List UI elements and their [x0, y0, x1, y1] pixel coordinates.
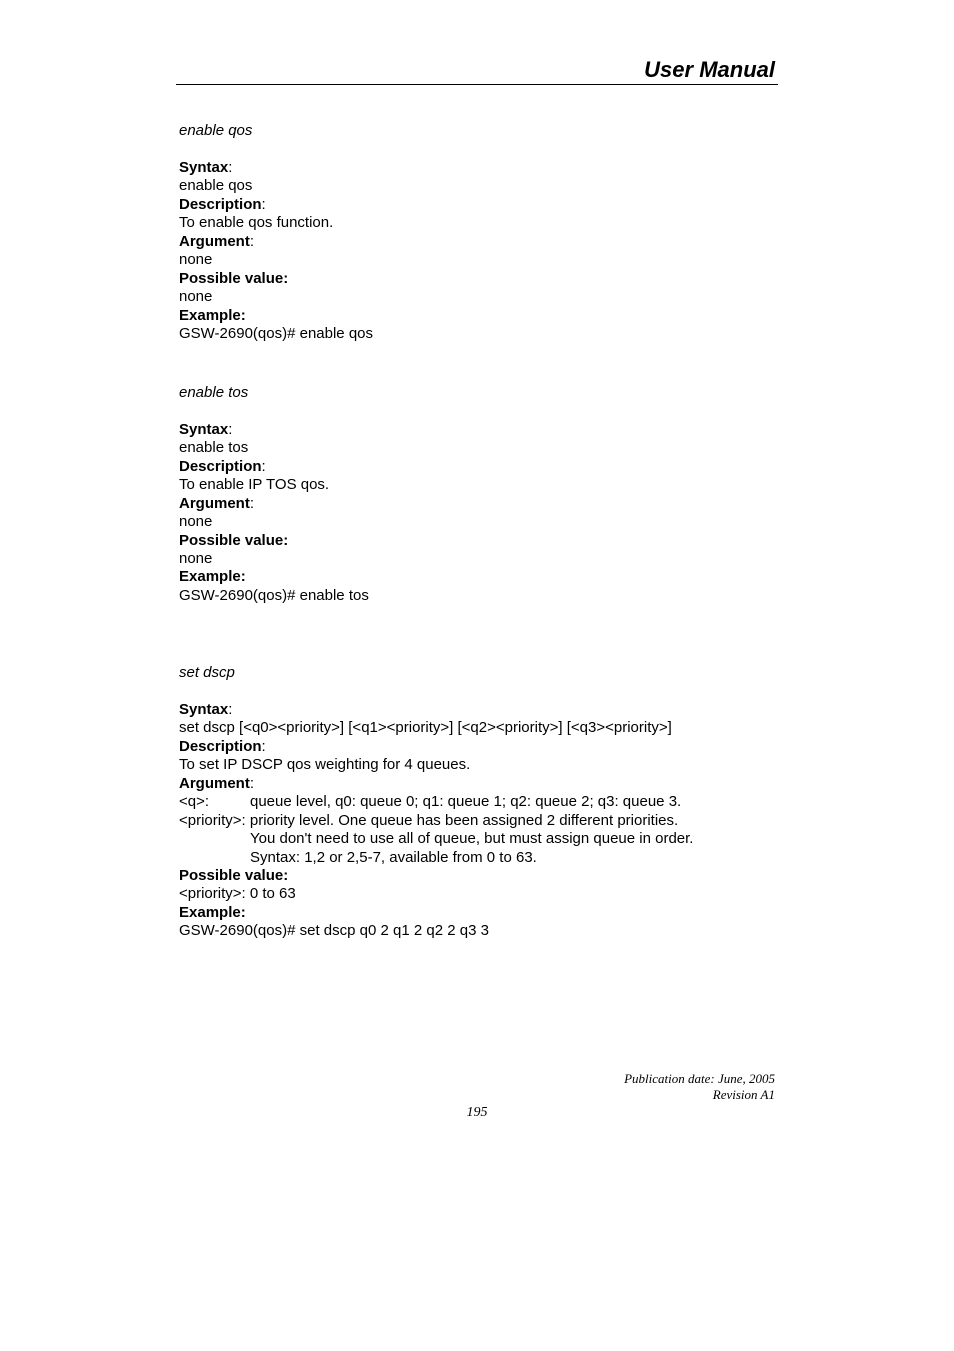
possible-value-text: <priority>: 0 to 63	[179, 885, 296, 902]
example-label: Example:	[179, 568, 246, 585]
description-text: To set IP DSCP qos weighting for 4 queues.	[179, 756, 471, 773]
possible-value-label: Possible value:	[179, 532, 289, 549]
label-colon: :	[261, 738, 266, 755]
label-colon: :	[249, 495, 255, 512]
argument-priority-continuation: Syntax: 1,2 or 2,5-7, available from 0 to 63.	[250, 849, 537, 866]
description-row	[179, 738, 266, 757]
label-colon: :	[228, 701, 233, 718]
argument-row	[179, 775, 254, 794]
argument-q-row	[179, 793, 681, 812]
possible-value-text: none	[179, 288, 213, 305]
label-colon: :	[228, 421, 233, 438]
example-text: GSW-2690(qos)# enable tos	[179, 587, 369, 604]
argument-priority-text: <priority>: priority level. One queue has been assigned 2 different priorities.	[179, 812, 679, 829]
syntax-text: enable tos	[179, 439, 249, 456]
description-text: To enable qos function.	[179, 214, 334, 231]
syntax-text: set dscp [<q0><priority>] [<q1><priority>] [<q2><priority>] [<q3><priority>]	[179, 719, 672, 736]
description-row	[179, 196, 266, 215]
description-text: To enable IP TOS qos.	[179, 476, 330, 493]
command-heading: enable qos	[179, 122, 253, 139]
syntax-label: Syntax	[179, 421, 229, 438]
syntax-text: enable qos	[179, 177, 253, 194]
example-label: Example:	[179, 904, 246, 921]
argument-text: none	[179, 251, 213, 268]
syntax-row	[179, 421, 232, 440]
argument-label: Argument	[179, 775, 250, 792]
label-colon: :	[249, 233, 255, 250]
argument-text: none	[179, 513, 213, 530]
possible-value-text: none	[179, 550, 213, 567]
argument-priority-continuation: You don't need to use all of queue, but must assign queue in order.	[250, 830, 694, 847]
example-text: GSW-2690(qos)# enable qos	[179, 325, 374, 342]
argument-q-text: queue level, q0: queue 0; q1: queue 1; q2: queue 2; q3: queue 3.	[250, 793, 682, 810]
label-colon: :	[261, 196, 266, 213]
argument-q-key: <q>:	[179, 793, 210, 810]
header-divider	[176, 84, 778, 85]
label-colon: :	[228, 159, 233, 176]
example-text: GSW-2690(qos)# set dscp q0 2 q1 2 q2 2 q3 3	[179, 922, 489, 939]
description-label: Description	[179, 738, 262, 755]
page-header-title: User Manual	[644, 57, 775, 82]
possible-value-label: Possible value:	[179, 270, 289, 287]
argument-label: Argument	[179, 233, 250, 250]
argument-label: Argument	[179, 495, 250, 512]
description-row	[179, 458, 266, 477]
description-label: Description	[179, 458, 262, 475]
label-colon: :	[261, 458, 266, 475]
syntax-row	[179, 159, 232, 178]
example-label: Example:	[179, 307, 246, 324]
revision-label: Revision A1	[712, 1087, 775, 1102]
page-number: 195	[466, 1105, 488, 1120]
syntax-label: Syntax	[179, 159, 229, 176]
command-heading: enable tos	[179, 384, 249, 401]
command-heading: set dscp	[179, 664, 235, 681]
syntax-label: Syntax	[179, 701, 229, 718]
label-colon: :	[249, 775, 255, 792]
publication-date: Publication date: June, 2005	[624, 1071, 775, 1086]
argument-row	[179, 233, 254, 252]
syntax-row	[179, 701, 232, 720]
description-label: Description	[179, 196, 262, 213]
argument-row	[179, 495, 254, 514]
possible-value-label: Possible value:	[179, 867, 289, 884]
